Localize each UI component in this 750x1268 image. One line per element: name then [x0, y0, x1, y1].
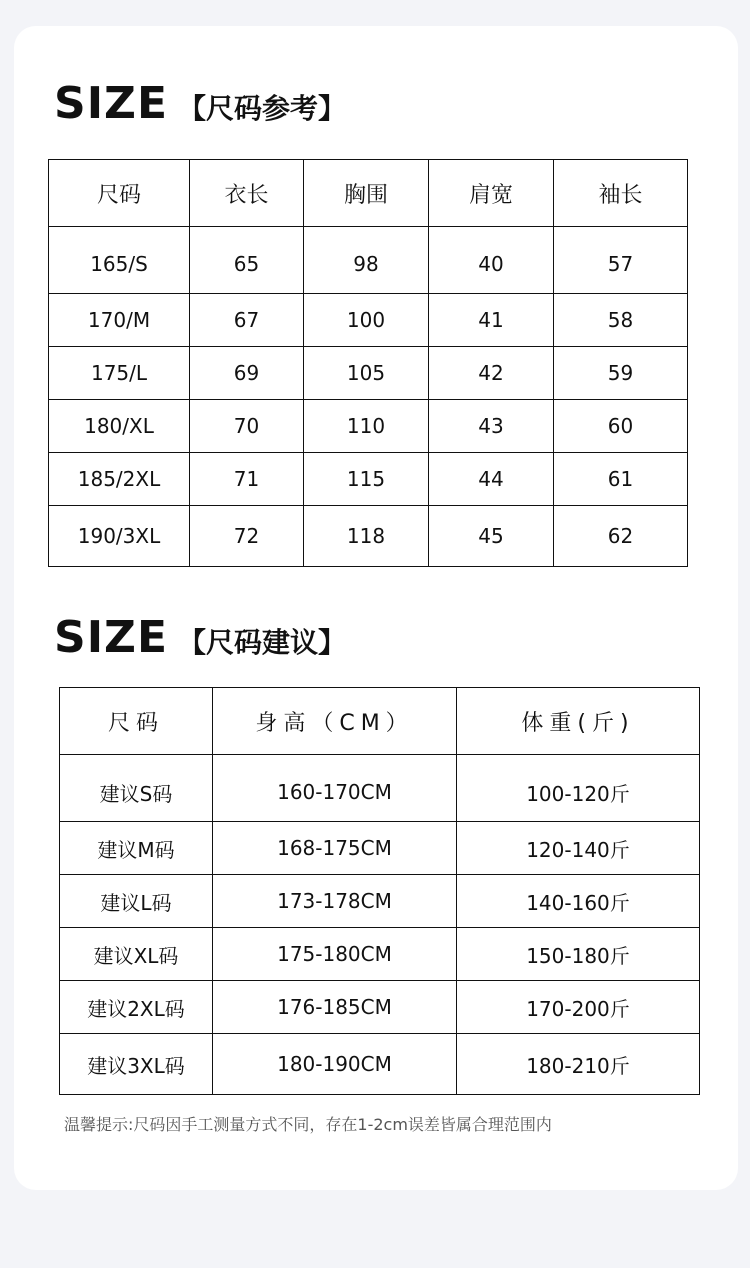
table-cell: 140-160斤 — [457, 875, 700, 928]
table-cell: 61 — [554, 453, 688, 506]
size-suggestion-table — [59, 687, 700, 1095]
table-cell: 建议3XL码 — [60, 1034, 213, 1095]
table-cell: 98 — [304, 227, 429, 294]
table-cell: 62 — [554, 506, 688, 567]
table-cell: 180/XL — [49, 400, 190, 453]
table-cell: 110 — [304, 400, 429, 453]
header-cell: 袖长 — [554, 160, 688, 227]
table-cell: 168-175CM — [213, 822, 457, 875]
table-cell: 建议2XL码 — [60, 981, 213, 1034]
measurement-note: 温馨提示:尺码因手工测量方式不同，存在1-2cm误差皆属合理范围内 — [64, 1115, 552, 1134]
table-cell: 70 — [190, 400, 304, 453]
table-row — [60, 928, 700, 981]
size-reference-table — [48, 159, 688, 567]
header-cell: 衣长 — [190, 160, 304, 227]
table-header-row — [49, 160, 688, 227]
header-cell: 体重(斤) — [457, 688, 700, 755]
table-cell: 建议M码 — [60, 822, 213, 875]
table-cell: 170-200斤 — [457, 981, 700, 1034]
table-cell: 176-185CM — [213, 981, 457, 1034]
table-row — [60, 875, 700, 928]
table-cell: 建议S码 — [60, 755, 213, 822]
table-cell: 165/S — [49, 227, 190, 294]
header-cell: 身高（CM） — [213, 688, 457, 755]
table-row — [60, 822, 700, 875]
table-cell: 160-170CM — [213, 755, 457, 822]
header-cell: 尺码 — [49, 160, 190, 227]
table-cell: 67 — [190, 294, 304, 347]
table-cell: 118 — [304, 506, 429, 567]
table-row — [49, 227, 688, 294]
table-cell: 150-180斤 — [457, 928, 700, 981]
table-cell: 71 — [190, 453, 304, 506]
table-cell: 185/2XL — [49, 453, 190, 506]
suggestion-title-sub: 【尺码建议】 — [178, 626, 347, 659]
table-cell: 173-178CM — [213, 875, 457, 928]
reference-title-sub: 【尺码参考】 — [178, 92, 347, 125]
table-row — [49, 400, 688, 453]
table-cell: 45 — [429, 506, 554, 567]
table-cell: 69 — [190, 347, 304, 400]
table-cell: 120-140斤 — [457, 822, 700, 875]
table-cell: 42 — [429, 347, 554, 400]
table-row — [60, 755, 700, 822]
table-row — [49, 347, 688, 400]
table-cell: 180-210斤 — [457, 1034, 700, 1095]
table-row — [60, 981, 700, 1034]
table-cell: 40 — [429, 227, 554, 294]
header-cell: 尺码 — [60, 688, 213, 755]
table-cell: 58 — [554, 294, 688, 347]
table-cell: 175-180CM — [213, 928, 457, 981]
table-cell: 44 — [429, 453, 554, 506]
table-row — [60, 1034, 700, 1095]
table-cell: 72 — [190, 506, 304, 567]
suggestion-section-title — [54, 612, 346, 663]
table-cell: 190/3XL — [49, 506, 190, 567]
table-cell: 115 — [304, 453, 429, 506]
reference-section-title — [54, 78, 346, 129]
table-cell: 65 — [190, 227, 304, 294]
table-cell: 100 — [304, 294, 429, 347]
table-header-row — [60, 688, 700, 755]
table-cell: 43 — [429, 400, 554, 453]
reference-title-big: SIZE — [54, 78, 169, 129]
table-cell: 41 — [429, 294, 554, 347]
table-cell: 59 — [554, 347, 688, 400]
suggestion-title-big: SIZE — [54, 612, 169, 663]
table-row — [49, 453, 688, 506]
table-cell: 170/M — [49, 294, 190, 347]
table-cell: 建议L码 — [60, 875, 213, 928]
header-cell: 肩宽 — [429, 160, 554, 227]
table-cell: 建议XL码 — [60, 928, 213, 981]
table-cell: 100-120斤 — [457, 755, 700, 822]
table-cell: 180-190CM — [213, 1034, 457, 1095]
table-cell: 175/L — [49, 347, 190, 400]
table-cell: 105 — [304, 347, 429, 400]
table-row — [49, 506, 688, 567]
header-cell: 胸围 — [304, 160, 429, 227]
table-cell: 60 — [554, 400, 688, 453]
table-cell: 57 — [554, 227, 688, 294]
table-row — [49, 294, 688, 347]
